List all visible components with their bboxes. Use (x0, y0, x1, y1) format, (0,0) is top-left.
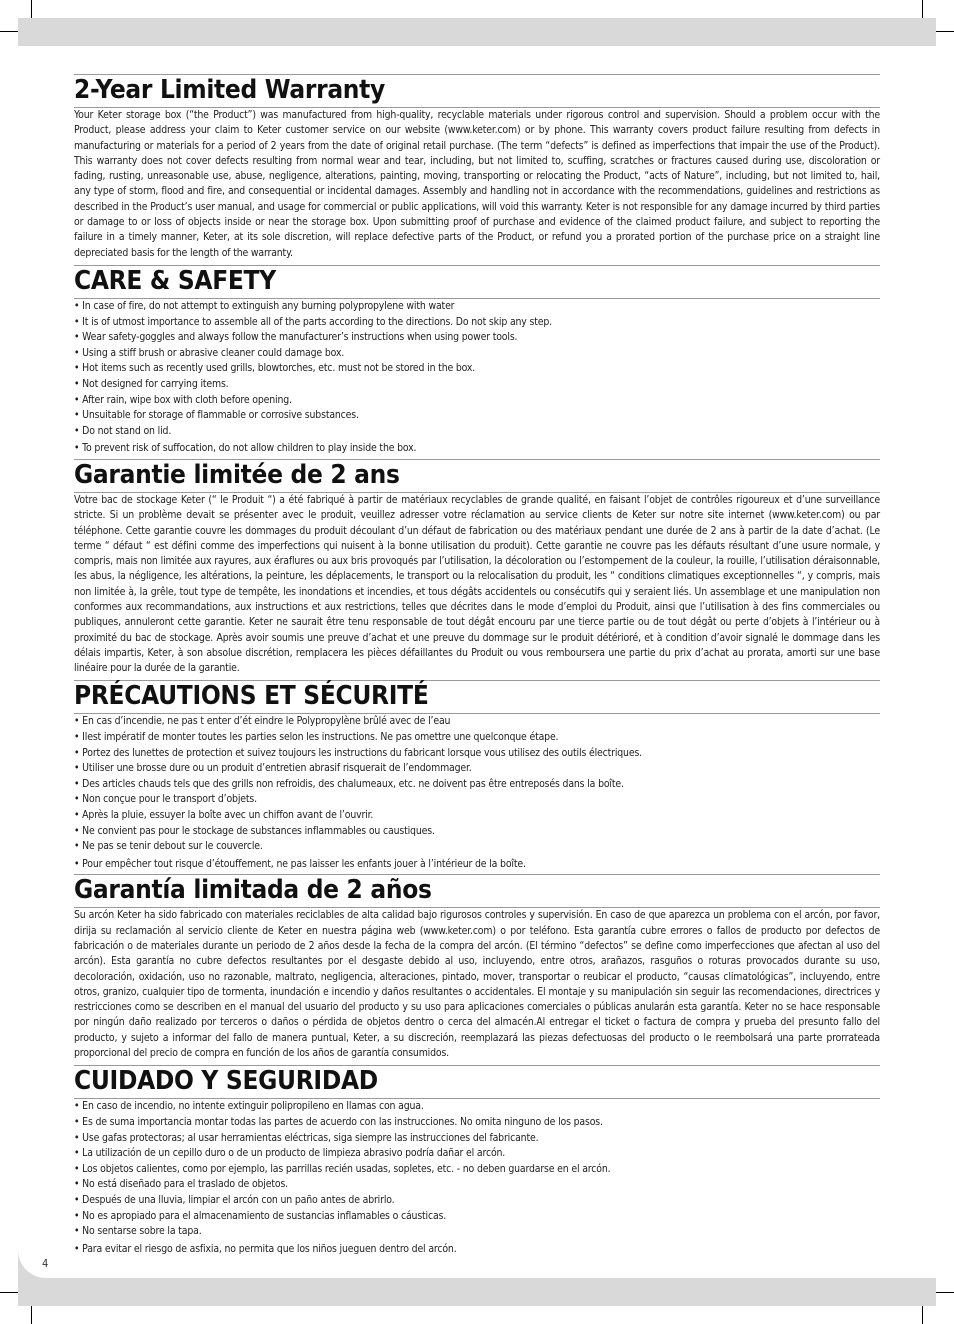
care-es-list (74, 1099, 880, 1257)
list-item: • Unsuitable for storage of flammable or corrosive substances. (74, 409, 359, 422)
list-item: • Wear safety-goggles and always follow the manufacturer’s instructions when using power tools. (74, 331, 518, 344)
warranty-es-title: Garantía limitada de 2 años (74, 874, 880, 908)
care-en-list (74, 299, 880, 457)
list-item: • Después de una lluvia, limpiar el arcón con un paño antes de abrirlo. (74, 1193, 395, 1206)
list-item: • No sentarse sobre la tapa. (74, 1225, 202, 1238)
list-item: • En caso de incendio, no intente extinguir polipropileno en llamas con agua. (74, 1100, 424, 1113)
list-item: • La utilización de un cepillo duro o de un producto de limpieza abrasivo podría dañar el arcón. (74, 1147, 506, 1160)
warranty-en-body: Your Keter storage box (“the Product”) was manufactured from high-quality, recyclable materials under rigorous control and supervision. Should a problem occur with the Product, please address your claim to Keter customer service on our website (www.keter.com) or by phone. This warranty covers product failure resulting from defects in manufacturing or materials for a period of 2 years from the date of original retail purchase. (The term “defects” is defined as imperfections that impair the use of the Product). This warranty does not cover defects resulting from normal wear and tear, including, but not limited to, scuffing, scratches or fractures caused during use, discoloration or fading, rusting, unreasonable use, abuse, negligence, alterations, painting, moving, transporting or relocating the Product, “acts of Nature”, including, but not limited to, hail, any type of storm, flood and fire, and consequential or incidental damages. Assembly and handling not in accordance with the recommendations, guidelines and restrictions as described in the Product’s user manual, and usage for commercial or public applications, will void this warranty. Keter is not responsible for any damage incurred by third parties or damage to or loss of objects inside or near the storage box. Upon submitting proof of purchase and evidence of the claimed product failure, and subject to reporting the failure in a timely manner, Keter, at its sole discretion, will replace defective parts of the Product, or refund you a prorated portion of the purchase price on a straight line depreciated basis for the length of the warranty. (74, 109, 880, 259)
list-item: • In case of fire, do not attempt to extinguish any burning polypropylene with water (74, 299, 455, 312)
document-content (74, 74, 880, 1259)
care-fr-list (74, 714, 880, 872)
crop-mark (922, 0, 923, 18)
page-body (18, 46, 936, 1278)
list-item: • Los objetos calientes, como por ejemplo, las parrillas recién usadas, sopletes, etc. - no deben guardarse en el arcón. (74, 1162, 611, 1175)
list-item: • Use gafas protectoras; al usar herramientas eléctricas, siga siempre las instrucciones del fabricante. (74, 1131, 539, 1144)
list-item: • Portez des lunettes de protection et suivez toujours les instructions du fabricant lorsque vous utilisez des outils électriques. (74, 746, 642, 759)
list-item: • Utiliser une brosse dure ou un produit d’entretien abrasif risquerait de l’endommager. (74, 762, 472, 775)
crop-mark (31, 1306, 32, 1324)
list-item: • Not designed for carrying items. (74, 377, 229, 390)
list-item: • Do not stand on lid. (74, 424, 172, 437)
list-item: • No es apropiado para el almacenamiento de sustancias inflamables o cáusticas. (74, 1209, 447, 1222)
list-item: • Pour empêcher tout risque d’étouffement, ne pas laisser les enfants jouer à l’intérieur de la boîte. (74, 857, 526, 870)
crop-mark (936, 1292, 954, 1293)
warranty-es-body: Su arcón Keter ha sido fabricado con materiales reciclables de alta calidad bajo rigurosos controles y supervisión. En caso de que aparezca un problema con el arcón, por favor, dirija su reclamación al servicio cliente de Keter en nuestra página web (www.keter.com) o por teléfono. Esta garantía cubre errores o fallos de producto por defectos de fabricación o de materiales durante un periodo de 2 años desde la fecha de la compra del arcón. (El término “defectos” se define como imperfecciones que afectan al uso del arcón). Esta garantía no cubre defectos resultantes por el desgaste debido al uso, incluyendo, entre otros, arañazos, rasguños o roturas provocados durante su uso, decoloración, oxidación, uso no razonable, maltrato, negligencia, alteraciones, pintado, mover, transportar o reubicar el producto, “causas climatológicas”, incluyendo, entre otros, granizo, cualquier tipo de tormenta, inundación e incendio y daños resultantes o accidentales. El montaje y su manipulación sin seguir las recomendaciones, directrices y restricciones como se describen en el manual del usuario del producto y su uso para aplicaciones comerciales o públicas anularán esta garantía. Keter no se hace responsable por ningún daño realizado por terceros o daños o pérdida de objetos dentro o cerca del almacén.Al entregar el ticket o factura de compra y prueba del presunto fallo del producto, y sujeto a informar del fallo de manera puntual, Keter, a su discreción, reemplazará las piezas defectuosas del producto o le reembolsará una parte prorrateada proporcional del precio de compra en función de los años de garantía consumidos. (74, 909, 880, 1060)
list-item: • Es de suma importancia montar todas las partes de acuerdo con las instrucciones. No omita ninguno de los pasos. (74, 1115, 603, 1128)
warranty-en-title: 2-Year Limited Warranty (74, 74, 880, 108)
warranty-fr-body: Votre bac de stockage Keter (“ le Produit “) a été fabriqué à partir de matériaux recyclables de grande qualité, en faisant l’objet de contrôles rigoureux et d’une surveillance stricte. Si un problème devait se présenter avec le produit, veuillez adresser votre réclamation au service clients de Keter sur notre site internet (www.keter.com) ou par téléphone. Cette garantie couvre les dommages du produit découlant d’un défaut de fabrication ou des matériaux pendant une durée de 2 ans à partir de la date d’achat. (Le terme “ défaut “ est défini comme des imperfections qui nuisent à la bonne utilisation du produit). Cette garantie ne couvre pas les défauts résultant d’une usure normale, y compris, mais non limitée aux rayures, aux éraflures ou aux bris provoqués par l’utilisation, la décoloration ou l’estompement de la couleur, la rouille, l’utilisation déraisonnable, les abus, la négligence, les altérations, la peinture, les déplacements, le transport ou la relocalisation du produit, les “ conditions climatiques exceptionnelles “, y compris, mais non limitée à, la grêle, tout type de tempête, les inondations et incendies, et tous dégâts accidentels ou consécutifs qui y seraient liés. Un assemblage et une manipulation non conformes aux recommandations, aux instructions et aux restrictions, telles que décrites dans le mode d’emploi du Produit, ainsi que l’utilisation à des fins commerciales ou publiques, annuleront cette garantie. Keter ne saurait être tenu responsable de tout dégât encouru par une tierce partie ou de tout dégât ou perte d’objets à l’intérieur ou à proximité du bac de stockage. Après avoir soumis une preuve d’achat et une preuve du dommage sur le produit détérioré, et à condition d’avoir signalé le dommage dans les délais impartis, Keter, à son absolue discrétion, remplacera les pièces défaillantes du Produit ou vous remboursera une partie du prix d’achat au prorata, amorti sur une base linéaire pour la durée de la garantie. (74, 493, 880, 675)
list-item: • En cas d’incendie, ne pas t enter d’ét eindre le Polypropylène brûlé avec de l’eau (74, 715, 451, 728)
list-item: • Hot items such as recently used grills, blowtorches, etc. must not be stored in the box. (74, 362, 476, 375)
page-sheet (18, 18, 936, 1306)
list-item: • Ne pas se tenir debout sur le couvercle. (74, 840, 263, 853)
warranty-fr-title: Garantie limitée de 2 ans (74, 459, 880, 493)
list-item: • Ilest impératif de monter toutes les parties selon les instructions. Ne pas omettre une quelconque étape. (74, 731, 559, 744)
crop-mark (0, 1292, 18, 1293)
care-fr-title: PRÉCAUTIONS ET SÉCURITÉ (74, 680, 880, 714)
crop-mark (936, 31, 954, 32)
list-item: • It is of utmost importance to assemble all of the parts according to the directions. Do not skip any step. (74, 315, 552, 328)
crop-mark (922, 1306, 923, 1324)
crop-mark (31, 0, 32, 18)
list-item: • Des articles chauds tels que des grills non refroidis, des chalumeaux, etc. ne doivent pas être entreposés dans la boîte. (74, 777, 624, 790)
care-es-title: CUIDADO Y SEGURIDAD (74, 1065, 880, 1099)
list-item: • Après la pluie, essuyer la boîte avec un chiffon avant de l’ouvrir. (74, 809, 374, 822)
list-item: • No está diseñado para el traslado de objetos. (74, 1178, 288, 1191)
list-item: • To prevent risk of suffocation, do not allow children to play inside the box. (74, 442, 417, 455)
list-item: • Para evitar el riesgo de asfixia, no permita que los niños jueguen dentro del arcón. (74, 1242, 457, 1255)
page-number: 4 (42, 1257, 49, 1270)
list-item: • Ne convient pas pour le stockage de substances inflammables ou caustiques. (74, 824, 435, 837)
list-item: • Non conçue pour le transport d’objets. (74, 793, 257, 806)
crop-mark (0, 31, 18, 32)
list-item: • After rain, wipe box with cloth before opening. (74, 393, 292, 406)
list-item: • Using a stiff brush or abrasive cleaner could damage box. (74, 346, 345, 359)
care-en-title: CARE & SAFETY (74, 265, 880, 299)
